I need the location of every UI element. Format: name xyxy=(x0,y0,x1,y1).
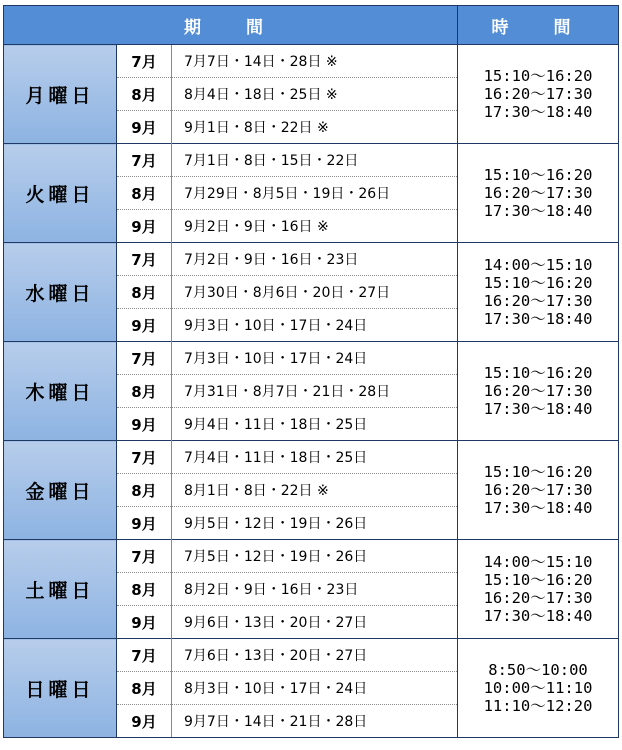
month-cell: 7月 xyxy=(117,540,172,573)
month-cell: 9月 xyxy=(117,507,172,540)
month-cell: 9月 xyxy=(117,606,172,639)
schedule-body xyxy=(4,45,619,738)
time-slot: 17:30〜18:40 xyxy=(483,310,593,328)
weekday-cell: 水曜日 xyxy=(4,243,117,342)
dates-cell: 9月3日・10日・17日・24日 xyxy=(172,309,458,342)
dates-cell: 9月1日・8日・22日 ※ xyxy=(172,111,458,144)
dates-cell: 8月3日・10日・17日・24日 xyxy=(172,672,458,705)
time-slot: 15:10〜16:20 xyxy=(483,463,593,481)
time-slot: 14:00〜15:10 xyxy=(483,553,593,571)
dates-cell: 9月5日・12日・19日・26日 xyxy=(172,507,458,540)
time-header: 時 間 xyxy=(458,6,619,45)
time-slot: 11:10〜12:20 xyxy=(483,697,593,715)
weekday-cell: 金曜日 xyxy=(4,441,117,540)
time-slot: 16:20〜17:30 xyxy=(483,292,593,310)
time-slot: 15:10〜16:20 xyxy=(483,67,593,85)
time-slot: 17:30〜18:40 xyxy=(483,499,593,517)
month-cell: 8月 xyxy=(117,375,172,408)
dates-cell: 9月7日・14日・21日・28日 xyxy=(172,705,458,738)
time-slot: 17:30〜18:40 xyxy=(483,103,593,121)
time-slot: 16:20〜17:30 xyxy=(483,481,593,499)
time-slot: 15:10〜16:20 xyxy=(483,364,593,382)
time-slot: 15:10〜16:20 xyxy=(483,166,593,184)
time-slot: 8:50〜10:00 xyxy=(488,661,588,679)
weekday-cell: 火曜日 xyxy=(4,144,117,243)
time-slot: 16:20〜17:30 xyxy=(483,184,593,202)
dates-cell: 9月6日・13日・20日・27日 xyxy=(172,606,458,639)
time-slot: 16:20〜17:30 xyxy=(483,382,593,400)
dates-cell: 7月5日・12日・19日・26日 xyxy=(172,540,458,573)
weekday-cell: 日曜日 xyxy=(4,639,117,738)
dates-cell: 7月6日・13日・20日・27日 xyxy=(172,639,458,672)
schedule-table xyxy=(3,5,619,738)
month-cell: 8月 xyxy=(117,573,172,606)
weekday-cell: 土曜日 xyxy=(4,540,117,639)
time-slot: 15:10〜16:20 xyxy=(483,274,593,292)
weekday-cell: 木曜日 xyxy=(4,342,117,441)
month-cell: 8月 xyxy=(117,672,172,705)
dates-cell: 7月29日・8月5日・19日・26日 xyxy=(172,177,458,210)
time-slot: 16:20〜17:30 xyxy=(483,589,593,607)
month-row xyxy=(4,243,619,276)
time-slots-cell xyxy=(458,540,619,639)
dates-cell: 7月2日・9日・16日・23日 xyxy=(172,243,458,276)
dates-cell: 7月1日・8日・15日・22日 xyxy=(172,144,458,177)
month-row xyxy=(4,342,619,375)
time-slots-cell xyxy=(458,45,619,144)
month-cell: 7月 xyxy=(117,441,172,474)
dates-cell: 7月3日・10日・17日・24日 xyxy=(172,342,458,375)
month-cell: 9月 xyxy=(117,705,172,738)
weekday-cell: 月曜日 xyxy=(4,45,117,144)
dates-cell: 7月4日・11日・18日・25日 xyxy=(172,441,458,474)
dates-cell: 8月4日・18日・25日 ※ xyxy=(172,78,458,111)
month-row xyxy=(4,540,619,573)
month-cell: 7月 xyxy=(117,639,172,672)
time-slots-cell xyxy=(458,441,619,540)
month-cell: 8月 xyxy=(117,474,172,507)
month-cell: 9月 xyxy=(117,309,172,342)
time-slot: 14:00〜15:10 xyxy=(483,256,593,274)
month-row xyxy=(4,144,619,177)
time-slot: 17:30〜18:40 xyxy=(483,607,593,625)
dates-cell: 7月31日・8月7日・21日・28日 xyxy=(172,375,458,408)
month-row xyxy=(4,639,619,672)
time-slots-cell xyxy=(458,342,619,441)
month-cell: 8月 xyxy=(117,177,172,210)
dates-cell: 7月30日・8月6日・20日・27日 xyxy=(172,276,458,309)
time-slot: 15:10〜16:20 xyxy=(483,571,593,589)
dates-cell: 8月2日・9日・16日・23日 xyxy=(172,573,458,606)
time-slots-cell xyxy=(458,639,619,738)
month-cell: 9月 xyxy=(117,408,172,441)
time-slot: 17:30〜18:40 xyxy=(483,202,593,220)
month-cell: 7月 xyxy=(117,342,172,375)
dates-cell: 7月7日・14日・28日 ※ xyxy=(172,45,458,78)
time-slot: 16:20〜17:30 xyxy=(483,85,593,103)
period-header: 期 間 xyxy=(4,6,458,45)
time-slots-cell xyxy=(458,243,619,342)
month-cell: 7月 xyxy=(117,144,172,177)
month-row xyxy=(4,441,619,474)
dates-cell: 9月2日・9日・16日 ※ xyxy=(172,210,458,243)
month-cell: 7月 xyxy=(117,243,172,276)
month-cell: 9月 xyxy=(117,111,172,144)
month-row xyxy=(4,45,619,78)
month-cell: 8月 xyxy=(117,276,172,309)
header-row xyxy=(4,6,619,45)
time-slots-cell xyxy=(458,144,619,243)
month-cell: 9月 xyxy=(117,210,172,243)
time-slot: 10:00〜11:10 xyxy=(483,679,593,697)
month-cell: 8月 xyxy=(117,78,172,111)
time-slot: 17:30〜18:40 xyxy=(483,400,593,418)
dates-cell: 8月1日・8日・22日 ※ xyxy=(172,474,458,507)
dates-cell: 9月4日・11日・18日・25日 xyxy=(172,408,458,441)
month-cell: 7月 xyxy=(117,45,172,78)
